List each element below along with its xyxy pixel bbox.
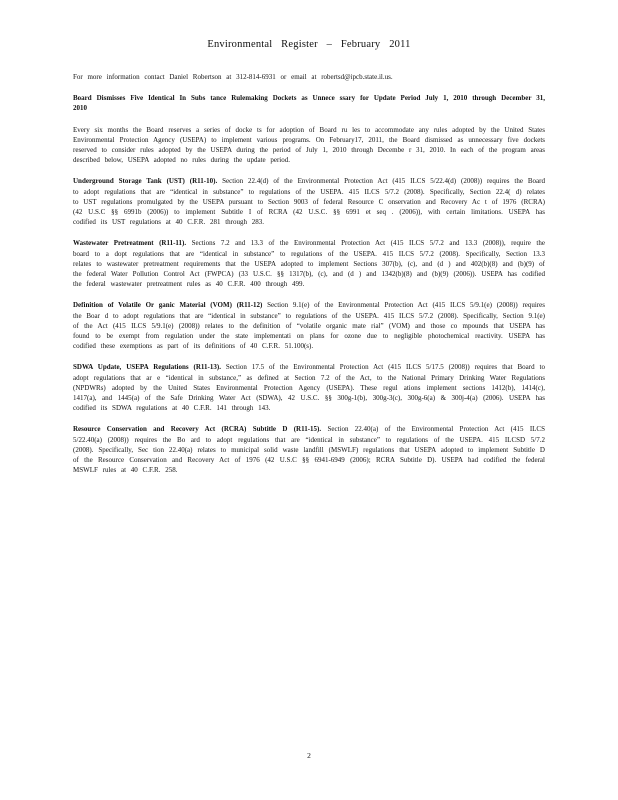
section-text: Section 22.40(a) of the Environmental Protection Act (415 ILCS 5/22.40(a) (2008)) requires the Bo ard to adopt regulations that are “identical in substance” to regulations of the USEPA. 415 ILCSD 5/7.2 (2008). Specifically, Sec tion 22.40(a) relates to municipal solid waste landfill (MSWLF) regulations that USEPA adopted to implement Subtitle D of the Resource Conservation and Recovery Act of 1976 (42 U.S.C §§ 6941-6949 (2006); RCRA Subtitle D). USEPA had codified the federal MSWLF rules at 40 C.F.R. 258. (73, 425, 545, 475)
section-ust (73, 176, 545, 227)
section-heading: Resource Conservation and Recovery Act (RCRA) Subtitle D (R11-15). (73, 425, 322, 434)
page-number: 2 (307, 751, 311, 760)
lead-paragraph: Every six months the Board reserves a series of docke ts for adoption of Board ru les to accommodate any rules adopted by the United States Environmental Protection Agency (USEPA) to implement various programs. On February17, 2011, the Board dismissed as unnecessary five dockets reserved to consider rules adopted by the USEPA during the period of July 1, 2010 through Decembe r 31, 2010. In each of the program areas described below, USEPA adopted no rules during the update period. (73, 125, 545, 165)
section-text: Section 9.1(e) of the Environmental Protection Act (415 ILCS 5/9.1(e) (2008)) requires the Boar d to adopt regulations that are “identical in substance” to regulations of the USEPA. 415 ILCS 5/7.2 (2008). Specifically, Section 9.1(e) of the Act (415 ILCS 5/9.1(e) (2008)) relates to the definition of “volatile organic mate rial” (VOM) and those co mpounds that USEPA has found to be exempt from regulation under the state implementati on plans for ozone due to negligible photochemical reactivity. USEPA has codified these exemptions as part of its definitions of 40 C.F.R. 51.100(s). (73, 301, 545, 351)
document-body (73, 72, 545, 487)
contact-line: For more information contact Daniel Robertson at 312-814-6931 or email at robertsd@ipcb.state.il.us. (73, 73, 393, 81)
section-heading: Definition of Volatile Or ganic Material (VOM) (R11-12) (73, 301, 263, 310)
lead-headline: Board Dismisses Five Identical In Subs tance Rulemaking Dockets as Unnece ssary for Update Period July 1, 2010 through December 31, 2010 (73, 94, 545, 113)
section-vom (73, 300, 545, 351)
section-wastewater (73, 238, 545, 289)
section-heading: SDWA Update, USEPA Regulations (R11-13). (73, 363, 221, 372)
section-text: Section 17.5 of the Environmental Protection Act (415 ILCS 5/17.5 (2008)) requires that Board to adopt regulations that ar e “identical in substance,” as defined at Section 7.2 of the Act, to the National Primary Drinking Water Regulations (NPDWRs) adopted by the United States Environmental Protection Agency (USEPA). These regul ations implement sections 1412(b), 1414(c), 1417(a), and 1445(a) of the Safe Drinking Water Act (SDWA), 42 U.S.C. §§ 300g-1(b), 300g-3(c), 300g-6(a) & 300j-4(a) (2006). USEPA has codified its SDWA regulations at 40 C.F.R. 141 through 143. (73, 363, 545, 413)
section-sdwa (73, 362, 545, 413)
section-text: Sections 7.2 and 13.3 of the Environmental Protection Act (415 ILCS 5/7.2 and 13.3 (2008)), require the board to a dopt regulations that are “identical in substance” to regulations of the USEPA. 415 ILCS 5/7.2 (2008). Specifically, Section 13.3 relates to wastewater pretreatment requirements that the USEPA adopted to implement Sections 307(b), (c), and (d ) and 402(b)(8) and (b)(9) of the federal Water Pollution Control Act (FWPCA) (33 U.S.C. §§ 1317(b), (c), and (d ) and 1342(b)(8) and (b)(9) (2006)). USEPA has codified the federal wastewater pretreatment rules as 40 C.F.R. 400 through 499. (73, 239, 545, 289)
section-heading: Wastewater Pretreatment (R11-11). (73, 239, 187, 248)
page-title: Environmental Register – February 2011 (207, 39, 411, 50)
section-rcra (73, 424, 545, 475)
section-text: Section 22.4(d) of the Environmental Protection Act (415 ILCS 5/22.4(d) (2008)) requires the Board to adopt regulations that are “identical in substance” to regulations of the USEPA. 415 ILCS 5/7.2 (2008). Specifically, Section 22.4( d) relates to UST regulations promulgated by the USEPA pursuant to Section 9003 of federal Resource C onservation and Recovery Ac t of 1976 (RCRA) (42 U.S.C §§ 6991b (2006)) to implement Subtitle I of RCRA (42 U.S.C. §§ 6991 et seq . (2006)), with certain limitations. USEPA has codified its UST regulations at 40 C.F.R. 281 through 283. (73, 177, 545, 227)
section-heading: Underground Storage Tank (UST) (R11-10). (73, 177, 218, 186)
